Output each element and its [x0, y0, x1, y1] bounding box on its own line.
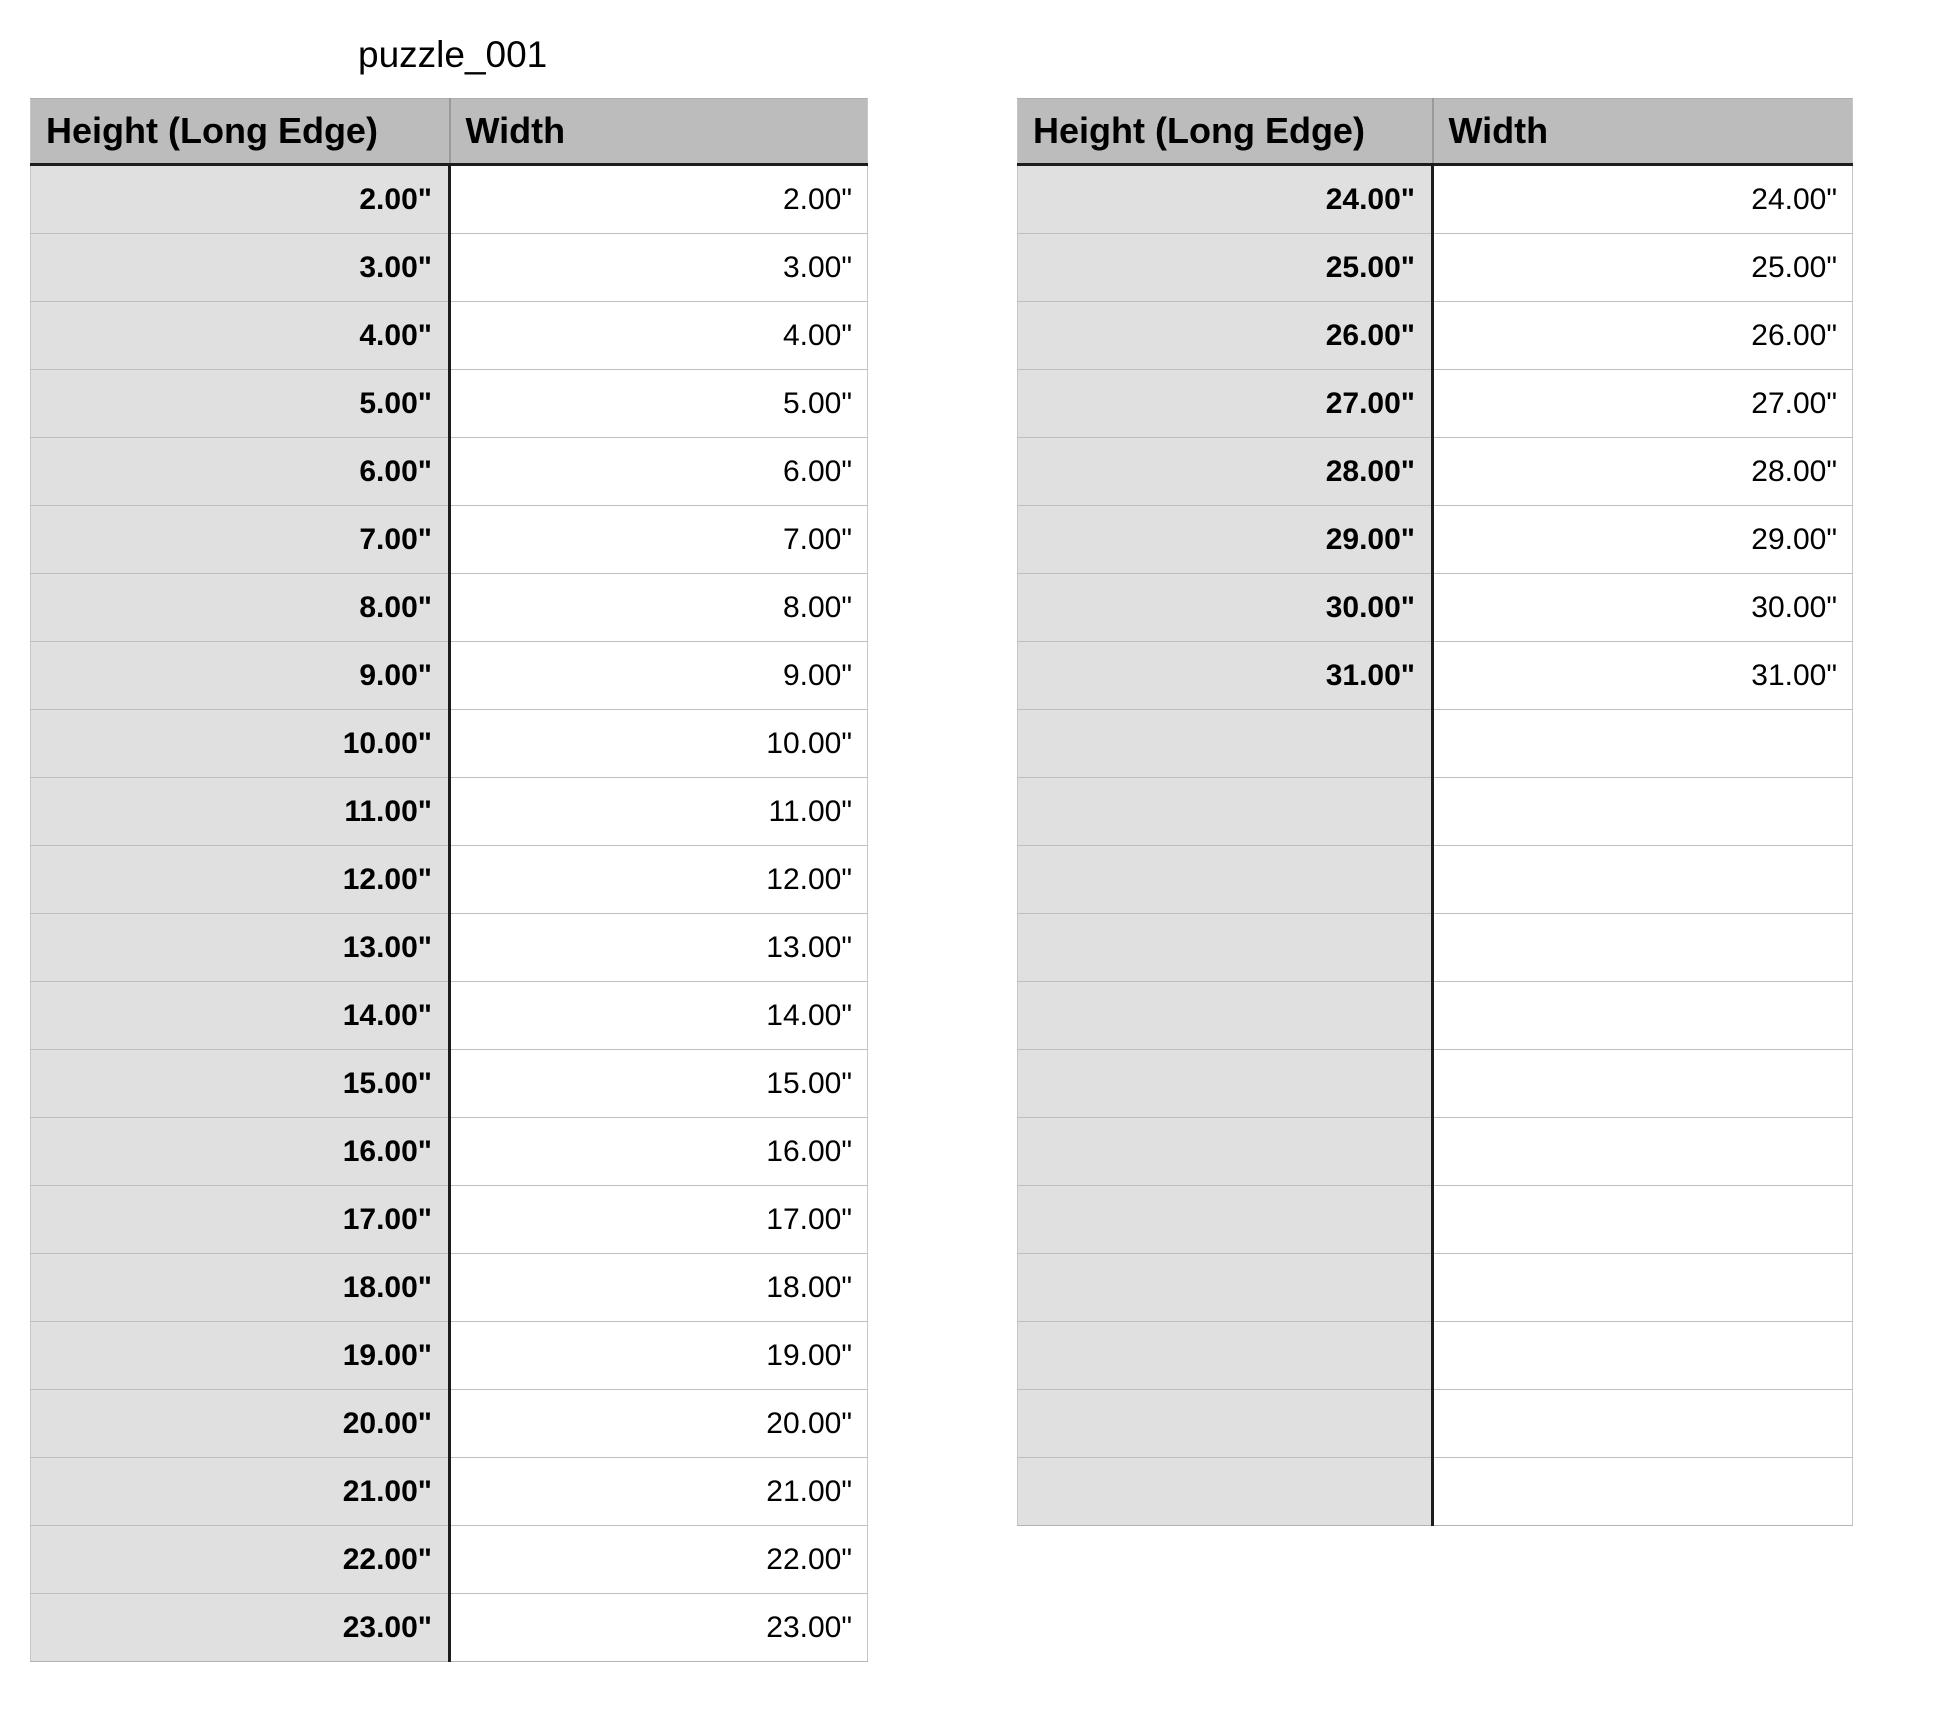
table-row: [31, 302, 868, 370]
width-cell[interactable]: 3.00": [450, 234, 868, 302]
width-cell[interactable]: [1433, 1050, 1853, 1118]
table-row: [31, 982, 868, 1050]
table-row: [1018, 302, 1853, 370]
table-row: [1018, 234, 1853, 302]
table-row: [1018, 642, 1853, 710]
column-header-width[interactable]: Width: [1433, 99, 1853, 165]
width-cell[interactable]: [1433, 710, 1853, 778]
width-cell[interactable]: 21.00": [450, 1458, 868, 1526]
height-cell[interactable]: 20.00": [31, 1390, 450, 1458]
table-row: [1018, 1186, 1853, 1254]
height-cell[interactable]: 26.00": [1018, 302, 1433, 370]
height-cell[interactable]: [1018, 846, 1433, 914]
height-cell[interactable]: 19.00": [31, 1322, 450, 1390]
table-row: [1018, 1050, 1853, 1118]
size-table-right: [1017, 98, 1853, 1526]
table-row: [1018, 914, 1853, 982]
table-row: [31, 234, 868, 302]
width-cell[interactable]: 8.00": [450, 574, 868, 642]
table-row: [1018, 438, 1853, 506]
height-cell[interactable]: 13.00": [31, 914, 450, 982]
table-row: [31, 1390, 868, 1458]
table-row: [31, 370, 868, 438]
height-cell[interactable]: 16.00": [31, 1118, 450, 1186]
height-cell[interactable]: [1018, 1322, 1433, 1390]
height-cell[interactable]: 30.00": [1018, 574, 1433, 642]
width-cell[interactable]: [1433, 1322, 1853, 1390]
height-cell[interactable]: 14.00": [31, 982, 450, 1050]
width-cell[interactable]: 6.00": [450, 438, 868, 506]
height-cell[interactable]: 24.00": [1018, 165, 1433, 234]
table-row: [31, 1118, 868, 1186]
height-cell[interactable]: 8.00": [31, 574, 450, 642]
height-cell[interactable]: 21.00": [31, 1458, 450, 1526]
height-cell[interactable]: 28.00": [1018, 438, 1433, 506]
height-cell[interactable]: [1018, 1186, 1433, 1254]
height-cell[interactable]: 23.00": [31, 1594, 450, 1662]
height-cell[interactable]: [1018, 1390, 1433, 1458]
table-row: [31, 846, 868, 914]
width-cell[interactable]: 5.00": [450, 370, 868, 438]
table-row: [31, 1050, 868, 1118]
table-row: [1018, 1390, 1853, 1458]
table-row: [1018, 778, 1853, 846]
width-cell[interactable]: [1433, 1186, 1853, 1254]
width-cell[interactable]: [1433, 1254, 1853, 1322]
height-cell[interactable]: 27.00": [1018, 370, 1433, 438]
table-row: [1018, 1118, 1853, 1186]
height-cell[interactable]: 6.00": [31, 438, 450, 506]
table-row: [31, 1186, 868, 1254]
table-row: [31, 438, 868, 506]
table-row: [1018, 982, 1853, 1050]
width-cell[interactable]: [1433, 1118, 1853, 1186]
width-cell[interactable]: 15.00": [450, 1050, 868, 1118]
height-cell[interactable]: 9.00": [31, 642, 450, 710]
height-cell[interactable]: [1018, 1254, 1433, 1322]
table-row: [31, 574, 868, 642]
column-header-height[interactable]: Height (Long Edge): [31, 99, 450, 165]
table-row: [1018, 1254, 1853, 1322]
table-row: [31, 1458, 868, 1526]
column-header-width[interactable]: Width: [450, 99, 868, 165]
width-cell[interactable]: 4.00": [450, 302, 868, 370]
height-cell[interactable]: [1018, 914, 1433, 982]
width-cell[interactable]: [1433, 914, 1853, 982]
table-row: [31, 1526, 868, 1594]
width-cell[interactable]: 30.00": [1433, 574, 1853, 642]
width-cell[interactable]: 16.00": [450, 1118, 868, 1186]
height-cell[interactable]: [1018, 1118, 1433, 1186]
height-cell[interactable]: 25.00": [1018, 234, 1433, 302]
height-cell[interactable]: 22.00": [31, 1526, 450, 1594]
width-cell[interactable]: 20.00": [450, 1390, 868, 1458]
height-cell[interactable]: 3.00": [31, 234, 450, 302]
table-row: [1018, 574, 1853, 642]
width-cell[interactable]: 27.00": [1433, 370, 1853, 438]
width-cell[interactable]: 9.00": [450, 642, 868, 710]
width-cell[interactable]: [1433, 778, 1853, 846]
table-row: [31, 914, 868, 982]
width-cell[interactable]: 18.00": [450, 1254, 868, 1322]
width-cell[interactable]: 2.00": [450, 165, 868, 234]
width-cell[interactable]: 22.00": [450, 1526, 868, 1594]
height-cell[interactable]: [1018, 1050, 1433, 1118]
table-row: [1018, 846, 1853, 914]
table-row: [31, 1594, 868, 1662]
height-cell[interactable]: 7.00": [31, 506, 450, 574]
height-cell[interactable]: 2.00": [31, 165, 450, 234]
height-cell[interactable]: 4.00": [31, 302, 450, 370]
height-cell[interactable]: 29.00": [1018, 506, 1433, 574]
table-row: [31, 1254, 868, 1322]
table-row: [1018, 1322, 1853, 1390]
width-cell[interactable]: 12.00": [450, 846, 868, 914]
width-cell[interactable]: 26.00": [1433, 302, 1853, 370]
width-cell[interactable]: [1433, 846, 1853, 914]
table-row: [1018, 1458, 1853, 1526]
width-cell[interactable]: 13.00": [450, 914, 868, 982]
table-row: [1018, 370, 1853, 438]
table-row: [1018, 506, 1853, 574]
table-row: [1018, 710, 1853, 778]
table-row: [31, 1322, 868, 1390]
width-cell[interactable]: 19.00": [450, 1322, 868, 1390]
width-cell[interactable]: [1433, 1458, 1853, 1526]
column-header-height[interactable]: Height (Long Edge): [1018, 99, 1433, 165]
width-cell[interactable]: 7.00": [450, 506, 868, 574]
height-cell[interactable]: 15.00": [31, 1050, 450, 1118]
table-row: [31, 506, 868, 574]
height-cell[interactable]: 5.00": [31, 370, 450, 438]
width-cell[interactable]: 31.00": [1433, 642, 1853, 710]
height-cell[interactable]: [1018, 778, 1433, 846]
width-cell[interactable]: 11.00": [450, 778, 868, 846]
document-title: puzzle_001: [358, 34, 548, 75]
header-row: [1018, 99, 1853, 165]
height-cell[interactable]: 18.00": [31, 1254, 450, 1322]
height-cell[interactable]: 10.00": [31, 710, 450, 778]
width-cell[interactable]: 28.00": [1433, 438, 1853, 506]
header-row: [31, 99, 868, 165]
width-cell[interactable]: [1433, 982, 1853, 1050]
width-cell[interactable]: 25.00": [1433, 234, 1853, 302]
table-row: [31, 642, 868, 710]
height-cell[interactable]: 17.00": [31, 1186, 450, 1254]
width-cell[interactable]: 23.00": [450, 1594, 868, 1662]
size-table-left: [30, 98, 868, 1662]
table-row: [1018, 165, 1853, 234]
width-cell[interactable]: 17.00": [450, 1186, 868, 1254]
height-cell[interactable]: [1018, 982, 1433, 1050]
height-cell[interactable]: [1018, 1458, 1433, 1526]
height-cell[interactable]: 11.00": [31, 778, 450, 846]
table-row: [31, 165, 868, 234]
height-cell[interactable]: [1018, 710, 1433, 778]
table-row: [31, 778, 868, 846]
width-cell[interactable]: 24.00": [1433, 165, 1853, 234]
width-cell[interactable]: [1433, 1390, 1853, 1458]
table-row: [31, 710, 868, 778]
width-cell[interactable]: 10.00": [450, 710, 868, 778]
width-cell[interactable]: 14.00": [450, 982, 868, 1050]
width-cell[interactable]: 29.00": [1433, 506, 1853, 574]
height-cell[interactable]: 12.00": [31, 846, 450, 914]
height-cell[interactable]: 31.00": [1018, 642, 1433, 710]
